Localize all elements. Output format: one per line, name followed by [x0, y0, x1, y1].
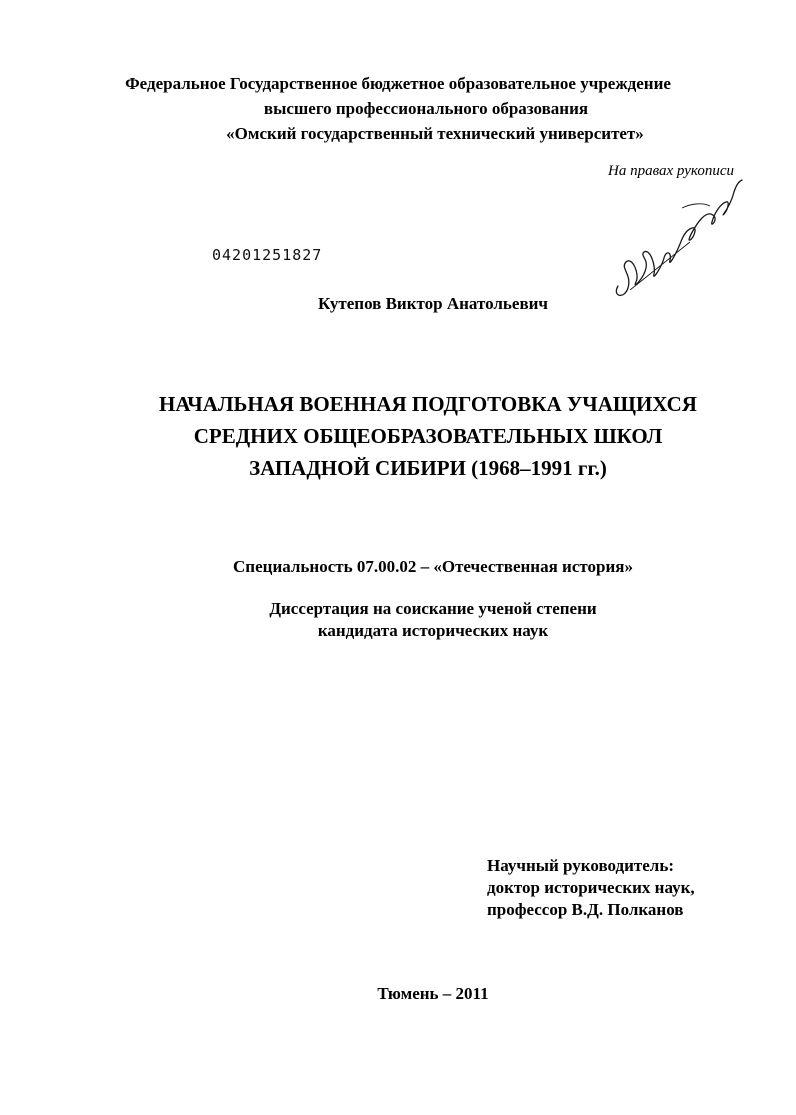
- supervisor-degree: доктор исторических наук,: [487, 878, 695, 897]
- title-line-2: СРЕДНИХ ОБЩЕОБРАЗОВАТЕЛЬНЫХ ШКОЛ: [193, 424, 663, 448]
- city-year: Тюмень – 2011: [377, 984, 489, 1003]
- supervisor-heading: Научный руководитель:: [487, 856, 674, 875]
- catalog-code: 04201251827: [212, 246, 323, 264]
- rights-note: На правах рукописи: [608, 163, 734, 179]
- supervisor-name: профессор В.Д. Полканов: [487, 900, 684, 919]
- institution-line-2: высшего профессионального образования: [263, 99, 589, 118]
- title-line-3: ЗАПАДНОЙ СИБИРИ (1968–1991 гг.): [249, 456, 607, 480]
- handwritten-signature: [610, 178, 745, 303]
- specialty: Специальность 07.00.02 – «Отечественная история»: [233, 557, 633, 576]
- institution-line-3: «Омский государственный технический университет»: [226, 124, 644, 143]
- author-name: Кутепов Виктор Анатольевич: [317, 294, 549, 313]
- institution-line-1: Федеральное Государственное бюджетное образовательное учреждение: [125, 74, 671, 93]
- degree-line-2: кандидата исторических наук: [317, 621, 549, 640]
- title-line-1: НАЧАЛЬНАЯ ВОЕННАЯ ПОДГОТОВКА УЧАЩИХСЯ: [159, 392, 697, 416]
- degree-line-1: Диссертация на соискание ученой степени: [269, 599, 597, 618]
